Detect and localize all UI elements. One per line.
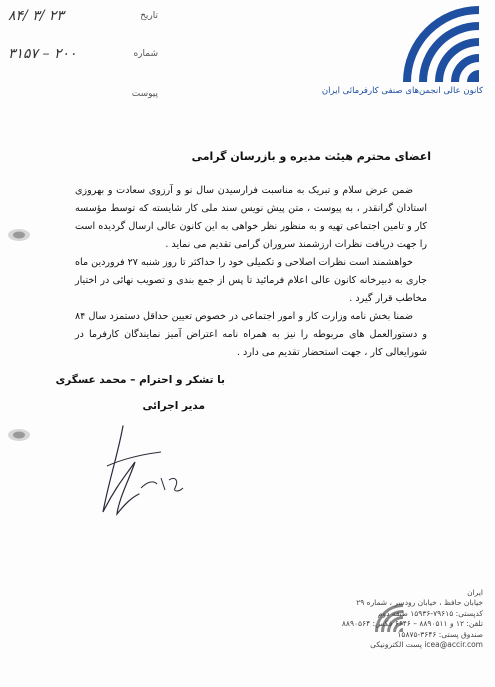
salutation: اعضای محترم هیئت مدیره و بازرسان گرامی [191, 150, 431, 163]
footer-line: صندوق پستی: ۳۶۴۶-۱۵۸۷۵ [397, 629, 483, 639]
punch-hole-icon [6, 426, 32, 444]
footer-line: تلفن: ۱۲ و ۸۸۹۰۵۱۱ – ۶۶۴۶ فکس: ۸۸۹۰۵۶۴ [341, 619, 483, 629]
organization-logo [355, 4, 485, 84]
paragraph-1: ضمن عرض سلام و تبریک به مناسبت فرارسیدن سال نو و آرزوی سعادت و بهروزی استادان گرانقدر ، به پیوست ، متن پیش نویس سند ملی کار شایسته که توسط مؤسسه کار و تامین اجتماعی تهیه و به منظور نظر خواهی به این کانون عالی ارسال گردیده است را جهت دریافت نظرات ارزشمند سروران گرامی تقدیم می نماید . [75, 185, 427, 250]
signer-position: مدیر اجرائی [142, 400, 205, 412]
footer-line: کدپستی: ۷۹۶۱۵-۱۵۹۳۶ طبقه دوم [377, 608, 483, 618]
attachment-row [8, 84, 158, 104]
footer-address [283, 588, 483, 650]
number-label: شماره [133, 49, 158, 59]
date-value: ۸۴/ ۳/ ۲۳ [8, 8, 64, 24]
footer-line: خیابان حافظ ، خیابان رودسر ، شماره ۲۹ [356, 598, 483, 608]
date-row [8, 6, 158, 26]
handwritten-signature [95, 418, 205, 528]
number-row [8, 44, 158, 64]
organization-name: کانون عالی انجمن‌های صنفی کارفرمائی ایران [321, 86, 483, 96]
date-label: تاریخ [140, 11, 158, 21]
closing-line: با تشکر و احترام – محمد عسگری [55, 374, 225, 386]
letter-body [75, 182, 427, 362]
footer-line: ایران [467, 588, 483, 597]
paragraph-2: خواهشمند است نظرات اصلاحی و تکمیلی خود را حداکثر تا روز شنبه ۲۷ فروردین ماه جاری به دبیرخانه کانون عالی اعلام فرمائید تا پس از جمع بندی و تصویب نهائی در اختیار مخاطب قرار گیرد . [75, 257, 427, 304]
footer-email: icea@accir.com پست الکترونیکی [370, 640, 483, 650]
paragraph-3: ضمنا بخش نامه وزارت کار و امور اجتماعی در خصوص تعیین حداقل دستمزد سال ۸۴ و دستورالعمل های مربوطه را نیز به همراه نامه اعتراض آمیز نمایندگان کارفرما در شورایعالی کار ، جهت استحضار تقدیم می دارد . [75, 311, 427, 358]
punch-hole-icon [6, 226, 32, 244]
number-value: ۳۱۵۷ – ۲۰۰ [8, 46, 77, 62]
attachment-label: پیوست [131, 89, 158, 99]
letter-meta [8, 6, 158, 104]
